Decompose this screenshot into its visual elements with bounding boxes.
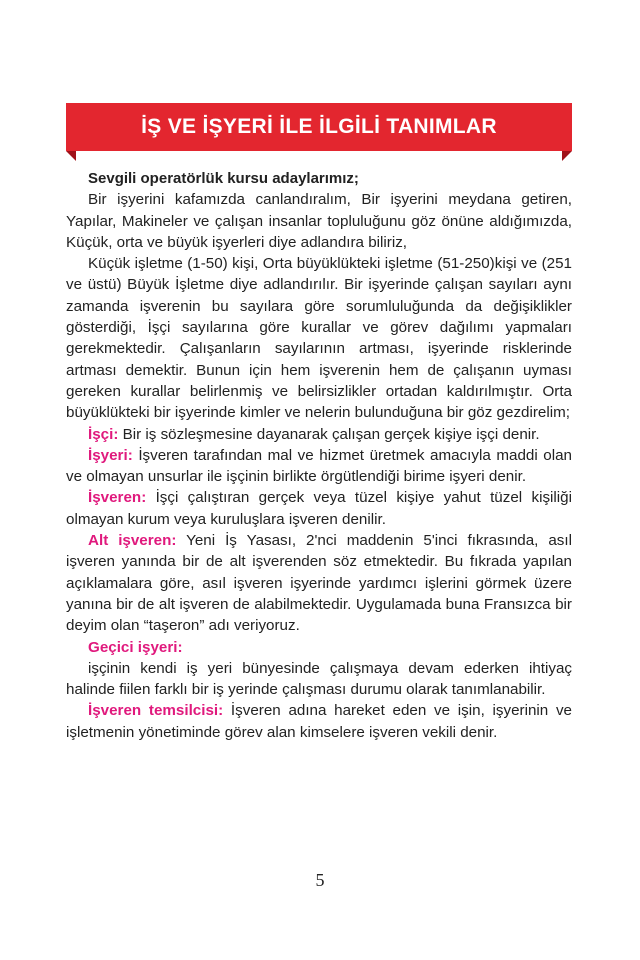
definition-term: Geçici işyeri: xyxy=(88,638,183,656)
definition-text: Bir iş sözleşmesine dayanarak çalışan gerçek kişiye işçi denir. xyxy=(118,425,540,443)
definition-term: İşveren temsilcisi: xyxy=(88,702,224,720)
definition-text: İşçi çalıştıran gerçek veya tüzel kişiye yahut tüzel kişiliği olmayan kurum veya kuruluşlara işveren denilir. xyxy=(66,489,572,528)
page-number: 5 xyxy=(315,870,325,890)
definition-text: İşveren tarafından mal ve hizmet üretmek amacıyla maddi olan ve olmayan unsurlar ile işçinin birlikte örgütlendiği birime işyeri denir. xyxy=(66,446,572,486)
definition-text: Yeni İş Yasası, 2'nci maddenin 5'inci fıkrasında, asıl işveren yanında bir de alt işverenden söz etmektedir. Bu fıkrada yapılan açıklamalara göre, asıl işveren işyerinde yardımcı işlerini görmek üzere yanına bir de alt işveren de alabilmektedir. Uygulamada buna Fransızca bir deyim olan “taşeron” adı veriyoruz. xyxy=(66,532,572,635)
banner-fold-right xyxy=(562,151,572,161)
page-title: İŞ VE İŞYERİ İLE İLGİLİ TANIMLAR xyxy=(141,115,497,138)
definition-isveren-temsilcisi xyxy=(66,700,572,743)
definition-isci xyxy=(66,424,572,445)
banner-fold-left xyxy=(66,151,76,161)
greeting: Sevgili operatörlük kursu adaylarımız; xyxy=(88,170,359,187)
definition-gecici-isyeri-term xyxy=(66,637,572,658)
definition-term: İşyeri: xyxy=(88,446,133,464)
definition-term: İşveren: xyxy=(88,489,147,507)
definition-term: Alt işveren: xyxy=(88,532,177,550)
definition-alt-isveren xyxy=(66,530,572,636)
title-banner xyxy=(66,103,572,151)
intro-paragraph-2: Küçük işletme (1-50) kişi, Orta büyüklükteki işletme (51-250)kişi ve (251 ve üstü) Büyük İşletme diye adlandırılır. Bir işyerinde çalışan sayıları aynı zamanda işverenin bu sayılara göre sorumluluğunda da değişiklikler gösterdiği, İşçi sayılarına göre kurallar ve görev dağılımı yapmaları gerekmektedir. Çalışanların sayılarının artması, işyerinde risklerinde artması demektir. Bunun için hem işverenin hem de çalışanın uyması gereken kurallar belirlenmiş ve belirsizlikler ortadan kaldırılmıştır. Orta büyüklükteki bir işyerinde kimler ve nelerin bulunduğuna bir göz gezdirelim; xyxy=(66,255,572,422)
definition-text: İşveren adına hareket eden ve işin, işyerinin ve işletmenin yönetiminde görev alan kimselere işveren vekili denir. xyxy=(66,702,572,741)
body-text xyxy=(66,168,572,743)
intro-paragraph-1: Bir işyerini kafamızda canlandıralım, Bir işyerini meydana getiren, Yapılar, Makineler ve çalışan insanlar topluluğunu göz önüne aldığımızda, Küçük, orta ve büyük işyerleri diye adlandıra biliriz, xyxy=(66,191,572,251)
definition-term: İşçi: xyxy=(88,425,119,443)
definition-isyeri xyxy=(66,445,572,488)
definition-gecici-isyeri-text: işçinin kendi iş yeri bünyesinde çalışmaya devam ederken ihtiyaç halinde fiilen farklı bir iş yerinde çalışması durumu olarak tanımlanabilir. xyxy=(66,659,572,699)
definition-isveren xyxy=(66,487,572,530)
